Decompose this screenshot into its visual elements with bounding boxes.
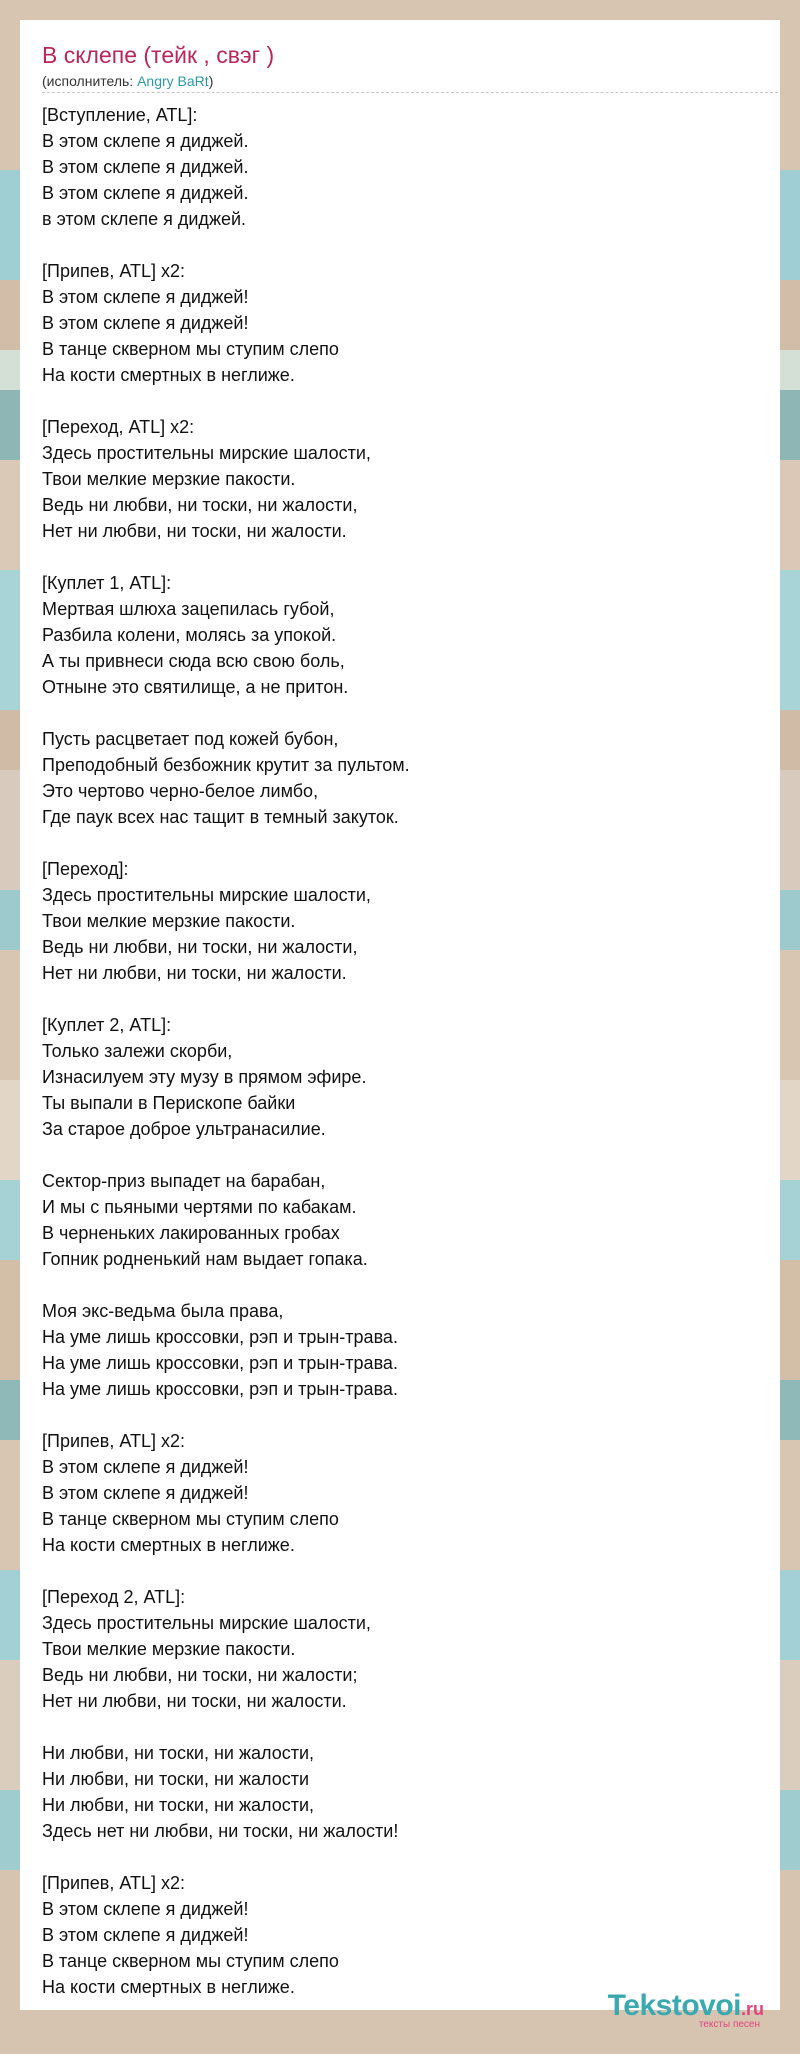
- lyric-line: Моя экс-ведьма была права,: [42, 1301, 284, 1321]
- lyrics-stanza: [42, 1012, 762, 1142]
- lyric-line: В этом склепе я диджей!: [42, 1457, 249, 1477]
- lyric-line: Мертвая шлюха зацепилась губой,: [42, 599, 335, 619]
- lyric-line: Только залежи скорби,: [42, 1041, 233, 1061]
- lyric-line: Твои мелкие мерзкие пакости.: [42, 469, 296, 489]
- lyric-line: В этом склепе я диджей.: [42, 131, 249, 151]
- lyric-line: [Припев, ATL] x2:: [42, 261, 186, 281]
- lyric-line: Сектор-приз выпадет на барабан,: [42, 1171, 326, 1191]
- lyric-line: Где паук всех нас тащит в темный закуток.: [42, 807, 399, 827]
- lyric-line: Нет ни любви, ни тоски, ни жалости.: [42, 1691, 347, 1711]
- lyric-line: Ты выпали в Перископе байки: [42, 1093, 296, 1113]
- lyric-line: Здесь простительны мирские шалости,: [42, 1613, 371, 1633]
- lyric-line: Ни любви, ни тоски, ни жалости: [42, 1769, 310, 1789]
- logo-tagline: тексты песен: [698, 2019, 760, 2030]
- tekstovoi-logo[interactable]: [608, 1989, 764, 2030]
- lyrics-stanza: [42, 1428, 762, 1558]
- lyric-line: На уме лишь кроссовки, рэп и трын-трава.: [42, 1379, 398, 1399]
- lyric-line: В танце скверном мы ступим слепо: [42, 1509, 339, 1529]
- lyric-line: Отныне это святилище, а не притон.: [42, 677, 349, 697]
- lyric-line: В танце скверном мы ступим слепо: [42, 339, 339, 359]
- lyric-line: В танце скверном мы ступим слепо: [42, 1951, 339, 1971]
- lyric-line: Разбила колени, молясь за упокой.: [42, 625, 337, 645]
- lyric-line: На уме лишь кроссовки, рэп и трын-трава.: [42, 1327, 398, 1347]
- artist-byline: [42, 73, 213, 89]
- lyric-line: Ни любви, ни тоски, ни жалости,: [42, 1743, 315, 1763]
- lyrics-stanza: [42, 570, 762, 700]
- lyric-line: [Вступление, ATL]:: [42, 105, 198, 125]
- logo-name: Tekstovoi: [607, 1989, 741, 2022]
- lyric-line: Ведь ни любви, ни тоски, ни жалости,: [42, 495, 358, 515]
- lyric-line: Здесь простительны мирские шалости,: [42, 443, 371, 463]
- lyric-line: Преподобный безбожник крутит за пультом.: [42, 755, 410, 775]
- lyrics-text: [42, 102, 762, 2026]
- lyric-line: Изнасилуем эту музу в прямом эфире.: [42, 1067, 367, 1087]
- lyric-line: На кости смертных в неглиже.: [42, 365, 295, 385]
- lyric-line: В этом склепе я диджей.: [42, 183, 249, 203]
- lyrics-card: [20, 20, 780, 2010]
- lyric-line: На уме лишь кроссовки, рэп и трын-трава.: [42, 1353, 398, 1373]
- lyrics-stanza: [42, 1298, 762, 1402]
- artist-link[interactable]: Angry BaRt: [137, 73, 209, 89]
- lyric-line: [Припев, ATL] x2:: [42, 1431, 186, 1451]
- lyric-line: [Куплет 2, ATL]:: [42, 1015, 172, 1035]
- lyrics-stanza: [42, 258, 762, 388]
- lyric-line: Ведь ни любви, ни тоски, ни жалости;: [42, 1665, 358, 1685]
- lyric-line: Ведь ни любви, ни тоски, ни жалости,: [42, 937, 358, 957]
- lyric-line: Твои мелкие мерзкие пакости.: [42, 911, 296, 931]
- lyric-line: [Переход]:: [42, 859, 129, 879]
- title-divider: [42, 92, 778, 93]
- lyric-line: Здесь простительны мирские шалости,: [42, 885, 371, 905]
- artist-prefix: (исполнитель:: [42, 73, 138, 89]
- lyric-line: И мы с пьяными чертями по кабакам.: [42, 1197, 357, 1217]
- song-title: В склепе (тейк , свэг ): [42, 42, 275, 68]
- lyric-line: В этом склепе я диджей.: [42, 157, 249, 177]
- lyric-line: В этом склепе я диджей!: [42, 1899, 249, 1919]
- lyrics-stanza: [42, 1870, 762, 2000]
- lyric-line: На кости смертных в неглиже.: [42, 1535, 295, 1555]
- lyric-line: За старое доброе ультранасилие.: [42, 1119, 326, 1139]
- lyric-line: в этом склепе я диджей.: [42, 209, 247, 229]
- lyric-line: Гопник родненький нам выдает гопака.: [42, 1249, 368, 1269]
- lyric-line: [Куплет 1, ATL]:: [42, 573, 172, 593]
- lyrics-stanza: [42, 1740, 762, 1844]
- lyric-line: Пусть расцветает под кожей бубон,: [42, 729, 339, 749]
- lyric-line: А ты привнеси сюда всю свою боль,: [42, 651, 345, 671]
- lyric-line: В этом склепе я диджей!: [42, 1925, 249, 1945]
- lyric-line: Твои мелкие мерзкие пакости.: [42, 1639, 296, 1659]
- lyric-line: Нет ни любви, ни тоски, ни жалости.: [42, 963, 347, 983]
- lyric-line: Это чертово черно-белое лимбо,: [42, 781, 319, 801]
- lyrics-stanza: [42, 1584, 762, 1714]
- lyrics-stanza: [42, 414, 762, 544]
- lyric-line: [Припев, ATL] x2:: [42, 1873, 186, 1893]
- lyric-line: [Переход 2, ATL]:: [42, 1587, 186, 1607]
- lyric-line: Ни любви, ни тоски, ни жалости,: [42, 1795, 315, 1815]
- lyrics-stanza: [42, 102, 762, 232]
- artist-suffix: ): [208, 73, 214, 89]
- lyric-line: [Переход, ATL] x2:: [42, 417, 195, 437]
- lyric-line: В этом склепе я диджей!: [42, 313, 249, 333]
- lyric-line: Нет ни любви, ни тоски, ни жалости.: [42, 521, 347, 541]
- lyric-line: На кости смертных в неглиже.: [42, 1977, 295, 1997]
- lyric-line: Здесь нет ни любви, ни тоски, ни жалости!: [42, 1821, 399, 1841]
- lyric-line: В этом склепе я диджей!: [42, 287, 249, 307]
- logo-tld: .ru: [740, 1999, 764, 2019]
- lyric-line: В этом склепе я диджей!: [42, 1483, 249, 1503]
- lyrics-stanza: [42, 1168, 762, 1272]
- lyrics-stanza: [42, 856, 762, 986]
- lyric-line: В черненьких лакированных гробах: [42, 1223, 340, 1243]
- lyrics-stanza: [42, 726, 762, 830]
